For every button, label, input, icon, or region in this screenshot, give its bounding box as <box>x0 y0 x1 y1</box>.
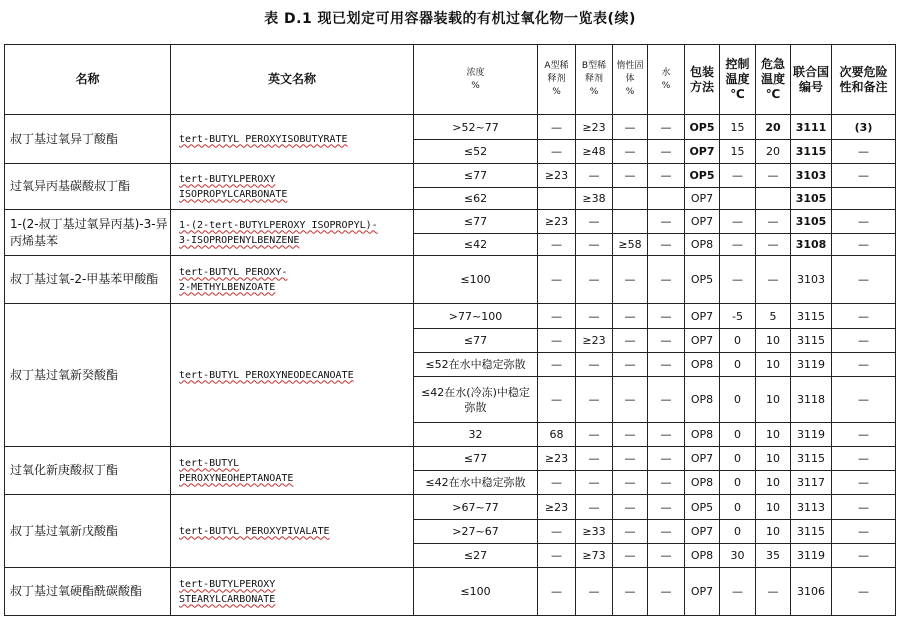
subsidiary-cell: — <box>832 164 896 188</box>
header-control-temp: 控制温度 ℃ <box>720 45 756 115</box>
subsidiary-cell: — <box>832 544 896 568</box>
english-name: tert-BUTYL PEROXYISOBUTYRATE <box>171 115 414 164</box>
diluent-b-cell: — <box>576 256 613 304</box>
concentration-cell: ≤42在水(冷冻)中稳定弥散 <box>414 377 538 423</box>
header-row <box>5 45 896 115</box>
control-temp-cell: 0 <box>720 423 756 447</box>
control-temp-cell: — <box>720 164 756 188</box>
inert-solid-cell: — <box>613 115 648 140</box>
diluent-b-cell: — <box>576 423 613 447</box>
packing-cell: OP7 <box>685 210 720 234</box>
diluent-b-cell: — <box>576 471 613 495</box>
control-temp-cell: -5 <box>720 304 756 329</box>
control-temp-cell: 0 <box>720 329 756 353</box>
un-number-cell: 3111 <box>791 115 832 140</box>
emergency-temp-cell: — <box>756 256 791 304</box>
water-cell: — <box>648 353 685 377</box>
packing-cell: OP7 <box>685 329 720 353</box>
inert-solid-cell: — <box>613 495 648 520</box>
header-english: 英文名称 <box>171 45 414 115</box>
concentration-cell: ≤77 <box>414 447 538 471</box>
header-emergency-temp: 危急温度 ℃ <box>756 45 791 115</box>
control-temp-cell: 0 <box>720 377 756 423</box>
concentration-cell: 32 <box>414 423 538 447</box>
substance-name: 叔丁基过氧异丁酸酯 <box>5 115 171 164</box>
concentration-cell: >77~100 <box>414 304 538 329</box>
water-cell: — <box>648 115 685 140</box>
subsidiary-cell: (3) <box>832 115 896 140</box>
un-number-cell: 3118 <box>791 377 832 423</box>
packing-cell: OP7 <box>685 188 720 210</box>
subsidiary-cell: — <box>832 256 896 304</box>
water-cell: — <box>648 447 685 471</box>
emergency-temp-cell: 10 <box>756 471 791 495</box>
subsidiary-cell <box>832 188 896 210</box>
inert-solid-cell: — <box>613 423 648 447</box>
inert-solid-cell: — <box>613 304 648 329</box>
water-cell: — <box>648 520 685 544</box>
subsidiary-cell: — <box>832 329 896 353</box>
peroxide-table <box>4 44 896 616</box>
subsidiary-cell: — <box>832 304 896 329</box>
un-number-cell: 3115 <box>791 140 832 164</box>
header-concentration: 浓度 % <box>414 45 538 115</box>
un-number-cell: 3103 <box>791 164 832 188</box>
table-title: 表 D.1 现已划定可用容器装载的有机过氧化物一览表(续) <box>264 11 636 27</box>
emergency-temp-cell: 5 <box>756 304 791 329</box>
un-number-cell: 3115 <box>791 329 832 353</box>
subsidiary-cell: — <box>832 520 896 544</box>
header-un-number: 联合国编号 <box>791 45 832 115</box>
control-temp-cell: — <box>720 568 756 616</box>
inert-solid-cell: — <box>613 329 648 353</box>
substance-name: 叔丁基过氧-2-甲基苯甲酸酯 <box>5 256 171 304</box>
un-number-cell: 3103 <box>791 256 832 304</box>
english-name: tert-BUTYL PEROXYNEOHEPTANOATE <box>171 447 414 495</box>
subsidiary-cell: — <box>832 210 896 234</box>
water-cell: — <box>648 423 685 447</box>
header-diluent-a: A型稀释剂 % <box>538 45 576 115</box>
emergency-temp-cell: 10 <box>756 520 791 544</box>
table-row <box>5 304 896 329</box>
concentration-cell: ≤42 <box>414 234 538 256</box>
emergency-temp-cell: 20 <box>756 115 791 140</box>
subsidiary-cell: — <box>832 471 896 495</box>
water-cell: — <box>648 495 685 520</box>
diluent-a-cell: ≥23 <box>538 210 576 234</box>
inert-solid-cell: — <box>613 568 648 616</box>
packing-cell: OP5 <box>685 256 720 304</box>
concentration-cell: ≤27 <box>414 544 538 568</box>
emergency-temp-cell: — <box>756 568 791 616</box>
diluent-b-cell: ≥33 <box>576 520 613 544</box>
inert-solid-cell: — <box>613 256 648 304</box>
diluent-a-cell: — <box>538 304 576 329</box>
emergency-temp-cell: 10 <box>756 447 791 471</box>
water-cell: — <box>648 329 685 353</box>
substance-name: 叔丁基过氧硬酯酰碳酸酯 <box>5 568 171 616</box>
emergency-temp-cell: — <box>756 164 791 188</box>
concentration-cell: ≤77 <box>414 329 538 353</box>
subsidiary-cell: — <box>832 495 896 520</box>
un-number-cell: 3115 <box>791 520 832 544</box>
diluent-b-cell: — <box>576 353 613 377</box>
water-cell: — <box>648 256 685 304</box>
concentration-cell: >52~77 <box>414 115 538 140</box>
diluent-a-cell: 68 <box>538 423 576 447</box>
diluent-a-cell: — <box>538 568 576 616</box>
control-temp-cell: — <box>720 210 756 234</box>
inert-solid-cell: — <box>613 164 648 188</box>
table-body <box>5 115 896 616</box>
concentration-cell: ≤100 <box>414 256 538 304</box>
water-cell <box>648 188 685 210</box>
diluent-a-cell: — <box>538 234 576 256</box>
diluent-b-cell: ≥23 <box>576 115 613 140</box>
diluent-b-cell: — <box>576 210 613 234</box>
packing-cell: OP7 <box>685 140 720 164</box>
un-number-cell: 3119 <box>791 544 832 568</box>
diluent-a-cell: — <box>538 353 576 377</box>
diluent-b-cell: — <box>576 447 613 471</box>
diluent-a-cell: — <box>538 471 576 495</box>
water-cell: — <box>648 304 685 329</box>
control-temp-cell: 0 <box>720 353 756 377</box>
subsidiary-cell: — <box>832 234 896 256</box>
subsidiary-cell: — <box>832 377 896 423</box>
subsidiary-cell: — <box>832 423 896 447</box>
diluent-a-cell: ≥23 <box>538 164 576 188</box>
inert-solid-cell: — <box>613 471 648 495</box>
concentration-cell: ≤42在水中稳定弥散 <box>414 471 538 495</box>
emergency-temp-cell <box>756 188 791 210</box>
diluent-a-cell: — <box>538 329 576 353</box>
emergency-temp-cell: 35 <box>756 544 791 568</box>
diluent-b-cell: — <box>576 234 613 256</box>
emergency-temp-cell: 20 <box>756 140 791 164</box>
packing-cell: OP8 <box>685 423 720 447</box>
header-water: 水 % <box>648 45 685 115</box>
control-temp-cell: — <box>720 256 756 304</box>
un-number-cell: 3113 <box>791 495 832 520</box>
inert-solid-cell: — <box>613 353 648 377</box>
packing-cell: OP8 <box>685 234 720 256</box>
diluent-b-cell: — <box>576 377 613 423</box>
control-temp-cell: — <box>720 234 756 256</box>
packing-cell: OP7 <box>685 520 720 544</box>
table-row <box>5 568 896 616</box>
diluent-b-cell: ≥38 <box>576 188 613 210</box>
emergency-temp-cell: 10 <box>756 353 791 377</box>
english-name: 1-(2-tert-BUTYLPEROXY ISOPROPYL)- 3-ISOPROPENYLBENZENE <box>171 210 414 256</box>
control-temp-cell <box>720 188 756 210</box>
table-row <box>5 447 896 471</box>
un-number-cell: 3106 <box>791 568 832 616</box>
control-temp-cell: 0 <box>720 471 756 495</box>
control-temp-cell: 15 <box>720 140 756 164</box>
substance-name: 过氧异丙基碳酸叔丁酯 <box>5 164 171 210</box>
header-name: 名称 <box>5 45 171 115</box>
inert-solid-cell: — <box>613 140 648 164</box>
diluent-a-cell: — <box>538 544 576 568</box>
diluent-a-cell: ≥23 <box>538 447 576 471</box>
table-row <box>5 256 896 304</box>
water-cell: — <box>648 164 685 188</box>
english-name: tert-BUTYL PEROXYPIVALATE <box>171 495 414 568</box>
packing-cell: OP7 <box>685 447 720 471</box>
diluent-a-cell: — <box>538 140 576 164</box>
substance-name: 过氧化新庚酸叔丁酯 <box>5 447 171 495</box>
un-number-cell: 3119 <box>791 353 832 377</box>
diluent-b-cell: — <box>576 304 613 329</box>
diluent-a-cell: ≥23 <box>538 495 576 520</box>
subsidiary-cell: — <box>832 568 896 616</box>
water-cell: — <box>648 140 685 164</box>
diluent-a-cell: — <box>538 256 576 304</box>
packing-cell: OP8 <box>685 377 720 423</box>
packing-cell: OP8 <box>685 353 720 377</box>
packing-cell: OP8 <box>685 471 720 495</box>
inert-solid-cell: — <box>613 520 648 544</box>
diluent-b-cell: — <box>576 495 613 520</box>
emergency-temp-cell: 10 <box>756 377 791 423</box>
concentration-cell: ≤62 <box>414 188 538 210</box>
control-temp-cell: 0 <box>720 495 756 520</box>
water-cell: — <box>648 210 685 234</box>
water-cell: — <box>648 234 685 256</box>
concentration-cell: >67~77 <box>414 495 538 520</box>
concentration-cell: >27~67 <box>414 520 538 544</box>
inert-solid-cell <box>613 210 648 234</box>
subsidiary-cell: — <box>832 140 896 164</box>
concentration-cell: ≤77 <box>414 164 538 188</box>
inert-solid-cell <box>613 188 648 210</box>
un-number-cell: 3105 <box>791 188 832 210</box>
concentration-cell: ≤100 <box>414 568 538 616</box>
emergency-temp-cell: — <box>756 210 791 234</box>
table-row <box>5 164 896 188</box>
concentration-cell: ≤77 <box>414 210 538 234</box>
diluent-a-cell <box>538 188 576 210</box>
inert-solid-cell: — <box>613 447 648 471</box>
english-name: tert-BUTYL PEROXYNEODECANOATE <box>171 304 414 447</box>
diluent-b-cell: ≥23 <box>576 329 613 353</box>
english-name: tert-BUTYLPEROXY STEARYLCARBONATE <box>171 568 414 616</box>
control-temp-cell: 0 <box>720 520 756 544</box>
emergency-temp-cell: 10 <box>756 329 791 353</box>
subsidiary-cell: — <box>832 447 896 471</box>
table-row <box>5 495 896 520</box>
concentration-cell: ≤52在水中稳定弥散 <box>414 353 538 377</box>
emergency-temp-cell: 10 <box>756 495 791 520</box>
substance-name: 叔丁基过氧新戊酸酯 <box>5 495 171 568</box>
header-subsidiary: 次要危险性和备注 <box>832 45 896 115</box>
substance-name: 叔丁基过氧新癸酸酯 <box>5 304 171 447</box>
concentration-cell: ≤52 <box>414 140 538 164</box>
diluent-b-cell: — <box>576 568 613 616</box>
english-name: tert-BUTYL PEROXY- 2-METHYLBENZOATE <box>171 256 414 304</box>
header-inert-solid: 惰性固体 % <box>613 45 648 115</box>
inert-solid-cell: — <box>613 377 648 423</box>
control-temp-cell: 0 <box>720 447 756 471</box>
un-number-cell: 3115 <box>791 447 832 471</box>
header-diluent-b: B型稀释剂 % <box>576 45 613 115</box>
table-row <box>5 115 896 140</box>
inert-solid-cell: — <box>613 544 648 568</box>
un-number-cell: 3119 <box>791 423 832 447</box>
diluent-b-cell: ≥73 <box>576 544 613 568</box>
emergency-temp-cell: 10 <box>756 423 791 447</box>
diluent-b-cell: ≥48 <box>576 140 613 164</box>
packing-cell: OP5 <box>685 164 720 188</box>
header-packing: 包装方法 <box>685 45 720 115</box>
water-cell: — <box>648 544 685 568</box>
emergency-temp-cell: — <box>756 234 791 256</box>
english-name: tert-BUTYLPEROXY ISOPROPYLCARBONATE <box>171 164 414 210</box>
packing-cell: OP8 <box>685 544 720 568</box>
diluent-b-cell: — <box>576 164 613 188</box>
packing-cell: OP7 <box>685 304 720 329</box>
table-row <box>5 210 896 234</box>
un-number-cell: 3115 <box>791 304 832 329</box>
packing-cell: OP7 <box>685 568 720 616</box>
packing-cell: OP5 <box>685 495 720 520</box>
diluent-a-cell: — <box>538 520 576 544</box>
substance-name: 1-(2-叔丁基过氧异丙基)-3-异丙烯基苯 <box>5 210 171 256</box>
packing-cell: OP5 <box>685 115 720 140</box>
water-cell: — <box>648 471 685 495</box>
diluent-a-cell: — <box>538 115 576 140</box>
un-number-cell: 3108 <box>791 234 832 256</box>
water-cell: — <box>648 568 685 616</box>
control-temp-cell: 15 <box>720 115 756 140</box>
diluent-a-cell: — <box>538 377 576 423</box>
water-cell: — <box>648 377 685 423</box>
un-number-cell: 3117 <box>791 471 832 495</box>
inert-solid-cell: ≥58 <box>613 234 648 256</box>
un-number-cell: 3105 <box>791 210 832 234</box>
control-temp-cell: 30 <box>720 544 756 568</box>
subsidiary-cell: — <box>832 353 896 377</box>
